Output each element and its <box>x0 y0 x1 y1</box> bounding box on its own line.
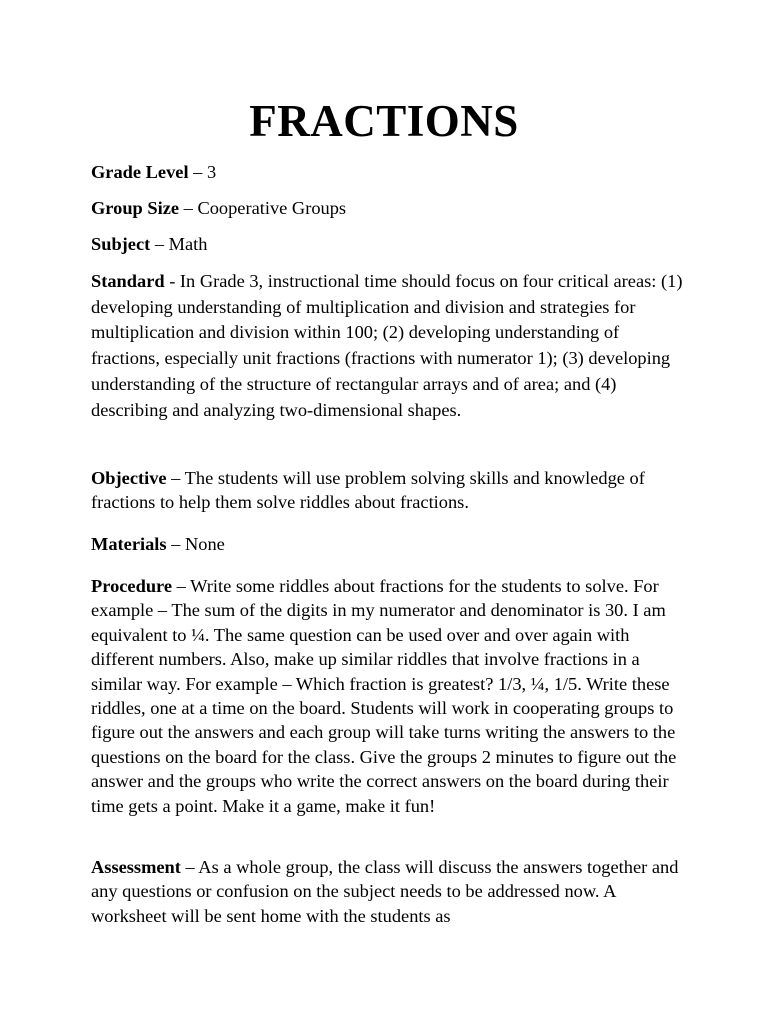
group-size-label: Group Size <box>91 198 180 218</box>
materials-field <box>91 532 683 556</box>
subject-separator: – <box>150 234 169 254</box>
procedure-label: Procedure <box>91 576 173 596</box>
subject-value: Math <box>168 234 208 254</box>
procedure-separator: – <box>172 576 191 596</box>
assessment-label: Assessment <box>91 857 181 877</box>
objective-separator: – <box>166 468 185 488</box>
procedure-paragraph <box>91 574 683 818</box>
assessment-paragraph <box>91 855 683 928</box>
grade-level-value: 3 <box>206 162 217 182</box>
materials-label: Materials <box>91 534 167 554</box>
subject-field <box>91 232 683 256</box>
grade-level-separator: – <box>188 162 207 182</box>
materials-separator: – <box>166 534 185 554</box>
assessment-text: As a whole group, the class will discuss the answers together and any questions or confusion on the subject needs to be addressed now. A worksheet will be sent home with the students as <box>91 857 679 926</box>
grade-level-label: Grade Level <box>91 162 189 182</box>
group-size-separator: – <box>179 198 198 218</box>
objective-paragraph <box>91 466 683 515</box>
materials-value: None <box>184 534 225 554</box>
document-title: FRACTIONS <box>249 96 519 146</box>
subject-label: Subject <box>91 234 151 254</box>
group-size-value: Cooperative Groups <box>197 198 347 218</box>
assessment-separator: – <box>180 857 199 877</box>
standard-paragraph <box>91 269 683 423</box>
grade-level-field <box>91 160 683 184</box>
standard-separator: - <box>164 271 180 291</box>
group-size-field <box>91 196 683 220</box>
standard-text: In Grade 3, instructional time should focus on four critical areas: (1) developing understanding of multiplication and division and strategies for multiplication and division within 100; (2) developing understanding of fractions, especially unit fractions (fractions with numerator 1); (3) developing understanding of the structure of rectangular arrays and of area; and (4) describing and analyzing two-dimensional shapes. <box>91 271 683 420</box>
standard-label: Standard <box>91 271 165 291</box>
objective-text: The students will use problem solving skills and knowledge of fractions to help them solve riddles about fractions. <box>91 468 645 513</box>
objective-label: Objective <box>91 468 167 488</box>
procedure-text: Write some riddles about fractions for the students to solve. For example – The sum of the digits in my numerator and denominator is 30. I am equivalent to ¼. The same question can be used over and over again with different numbers. Also, make up similar riddles that involve fractions in a similar way. For example – Which fraction is greatest? 1/3, ¼, 1/5. Write these riddles, one at a time on the board. Students will work in cooperating groups to figure out the answers and each group will take turns writing the answers to the questions on the board for the class. Give the groups 2 minutes to figure out the answer and the groups who write the correct answers on the board during their time gets a point. Make it a game, make it fun! <box>91 576 677 816</box>
